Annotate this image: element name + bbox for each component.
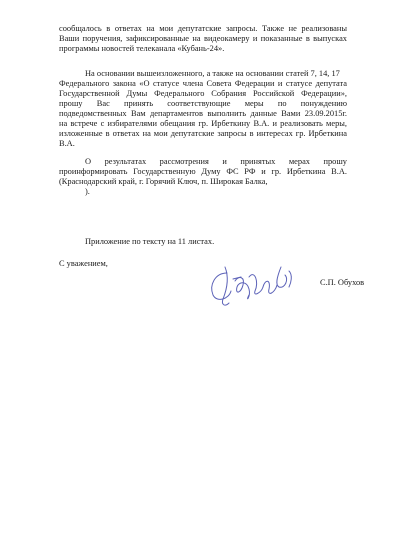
para1-line-2: Ваши поручения, зафиксированные на видеокамеру и показанные в выпусках [59,34,347,43]
para2-line-4: прошу Вас принять соответствующие меры по понуждению [59,99,347,108]
para3-line-1: О результатах рассмотрения и принятых мерах прошу [85,157,347,166]
para2-line-1: На основании вышеизложенного, а также на основании статей 7, 14, 17 [85,69,340,78]
para3-line-2: проинформировать Государственную Думу ФС РФ и гр. Ирбеткина В.А. [59,167,347,176]
para2-line-3: Государственной Думы Федерального Собрания Российской Федерации», [59,89,347,98]
closing-text: С уважением, [59,259,108,268]
para2-line-7: изложенные в ответах на мои депутатские запросы в интересах гр. Ирбеткина [59,129,347,138]
para2-line-2: Федерального закона «О статусе члена Совета Федерации и статусе депутата [59,79,347,88]
signatory-name: С.П. Обухов [320,278,365,287]
para1-line-3: программы новостей телеканала «Кубань-24». [59,44,225,53]
attachment-note: Приложение по тексту на 11 листах. [85,237,215,246]
para3-line-4: ). [85,187,90,196]
handwritten-signature [205,259,315,309]
para2-line-8: В.А. [59,139,75,148]
para2-line-5: подведомственных Вам департаментов выполнить данные Вами 23.09.2015г. [59,109,347,118]
para1-line-1: сообщалось в ответах на мои депутатские запросы. Также не реализованы [59,24,347,33]
para2-line-6: на встрече с избирателями обещания гр. Ирбеткину В.А. и реализовать меры, [59,119,347,128]
para3-line-3: (Краснодарский край, г. Горячий Ключ, п. Широкая Балка, [59,177,268,186]
